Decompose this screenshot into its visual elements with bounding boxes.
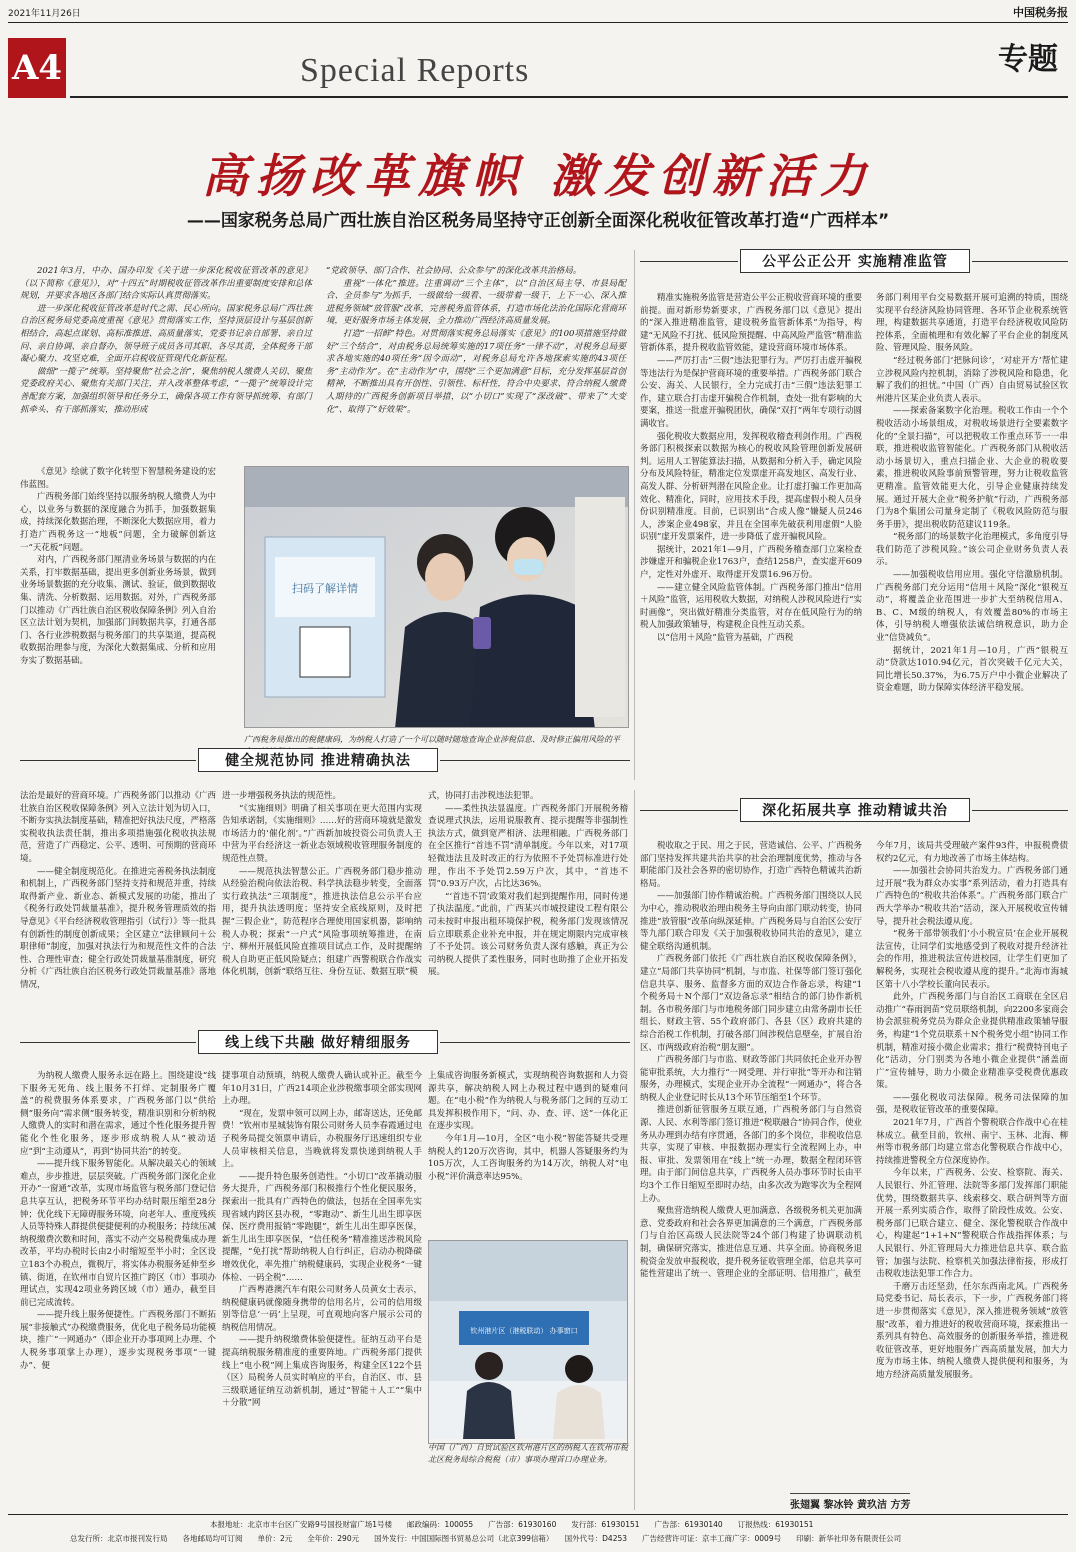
photo-service-window-image [429,1241,628,1439]
section-head-fair-supervision: 公平公正公开 实施精准监管 [740,249,970,273]
top-rule [8,22,1068,23]
page-label: A4 [8,38,66,98]
page-date: 2021年11月26日 [8,9,81,19]
photo-tax-health-code-caption: 广西税务局推出的税健康码，为纳税人打造了一个可以随时随地查询企业涉税信息、及时修正偏用风险的平 [244,735,620,744]
section-head-services: 线上线下共融 做好精细服务 [198,1030,438,1054]
svg-text:扫码了解详情: 扫码了解详情 [292,582,358,595]
article-data-governance: 《意见》绘就了数字化转型下智慧税务建设的宏伟蓝图。 广西税务部门始终坚持以服务纳税人缴费人为中心，以业务与数据的深度融合为抓手，加强数据集成，持续深化数据治理，不断深化大数据应用，着力打造广西税务这一“地板”问题，全力破解创新这一“天花板”问题。 对内，广西税务部门厘清业务场景与数据的内在关系，打牢数据基础，提出更多创新业务场景，做到业务场景数据的充分收集、测试、验证，做到数据收集、清洗、分析数据、运用数据。对外，广西税务部门以推动《广西壮族自治区税收保障条例》列入自治区立法计划为契机，加强部门间数据共享，打通各部门、各行业涉税数据与税务部门的共享渠道，提高税收数据治理参与度，为深化大数据集成、分析和应用夯实了数据基础。 [20,467,216,666]
section-title-en: Special Reports [300,52,530,89]
lede-col2: “党政领导、部门合作、社会协同、公众参与”的深化改革共治格局。 重视“一体化”推进。注重调动“三个主体”，以“自治区局主导、市县局配合、全员参与”为抓手，一级做给一级看、一级带着一级干，上下一心、深入推进税务领域“放管服”改革，完善税务监管体系，打造市场化法治化国际化营商环境，更好服务市场主体发展，全力推动广西经济高质量发展。 打造“一招鲜”特色。对贯彻落实税务总局落实《意见》的100项措施坚持做好“三个结合”，对由税务总局统筹实施的17项任务“一律不动”，对税务总局要求各地实施的40项任务“因令而动”，对税务总局允许各地探索实施的43项任务“主动作为”。在“主动作为”中，围绕“三个更加满意”目标，充分发挥基层首创精神，不断推出具有开创性、引领性、标杆性，符合中央要求、符合纳税人缴费人期待的广西税务创新项目举措，以“小切口”实现了“深改破”、带来了“大变化”、取得了“好效果”。 [326,266,626,415]
lede-col1: 2021年3月，中办、国办印发《关于进一步深化税收征管改革的意见》（以下简称《意见》），对“十四五”时期税收征管改革作出重要制度安排和总体规划，并要求各地区各部门结合实际认真贯彻落实。 进一步深化税收征管改革是时代之需、民心所向。国家税务总局广西壮族自治区税务局党委高度重视《意见》贯彻落实工作，坚持顶层设计与基层创新相结合，高起点谋划、高标准推进、高质量落实，党委书记亲自部署、亲自过问、亲自协调、亲自督办，领导班子成员各司其职、各尽其责，全体税务干部凝心聚力、攻坚克难，全面开启税收征管现代化新征程。 做细“一揽子”统筹。坚持聚焦“社会之治”，聚焦纳税人缴费人关切、聚焦党委政府关心、聚焦有关部门关注，并入改革整体考虑，“一揽子”统筹设计完善配套方案，加强组织领导和任务分工，确保各项工作有领导抓统筹、有部门抓牵头、有干部抓落实，推动形成 [20,266,312,415]
credits: 张翅翼 黎冰铃 黄玖洁 方芳 [790,1493,910,1511]
footer-line2: 总发行所：北京市报刊发行局 各地邮局均可订阅 单价：2元 全年价：290元 国外发行：中国国际图书贸易总公司（北京399信箱） 国外代号：D4253 广告经营许可证：京丰工商广字：0009号 印刷：新华社印务有限责任公司 [70,1534,902,1543]
article-services-col1: 为纳税人缴费人服务永远在路上。围绕建设“线下服务无死角、线上服务不打烊、定制服务广覆盖”的税费服务体系要求，广西税务部门以“供给侧”服务向“需求侧”服务转变，精准识别和分析纳税人缴费人的实时和潜在需求，通过个性化服务提升智能化个性化服务，逐步形成纳税人从“被动适应”到“主动遵从”，再到“协同共治”的转变。 ——提升线下服务智能化。从解决最关心的领域难点，步步推进，层层突破。广西税务部门深化企业开办“一窗通”改革，实现市场监管与税务部门登记信息共享互认，把税务环节平均办结时限压缩至28分钟；优化线下无障碍服务环境，向老年人、重度残疾人员等特殊人群提供便捷便利的办税服务；持续压减纳税缴费次数和时间，落实不动产交易税费集成办理改革，平均办税时长由2小时缩短至半小时；全区设立183个办税点，微税厅，将实体办税服务延伸至乡镇、街道，在钦州市自贸片区推广跨区（市）事项办理试点，实现42项业务跨区域（市）通办，截至目前已完成流转。 ——提升线上服务便捷性。广西税务部门不断拓展“非接触式”办税缴费服务，优化电子税务局功能模块，推广“一网通办”（即企业开办事项网上办理、个人税务事项掌上办理），逐步实现税务事项“一键办”、便 [20,1071,216,1371]
footer-rule [8,1514,1068,1515]
section-title-cn: 专题 [998,42,1058,77]
paper-name: 中国税务报 [1013,6,1068,19]
footer-line1: 本报地址：北京市丰台区广安路9号国投财富广场1号楼 邮政编码：100055 广告部：61930160 发行部：61930151 广告部：61930140 订报热线：61930151 [210,1520,814,1529]
article-precise-supervision-col2: 务部门利用平台交易数据开展可追溯的特质，围绕实现平台经济风险协同管理、各环节企业税系统管理，构建数据共享通道，打造平台经济税收风险防控体系，全面梳理和有效化解了平台企业的制度风险、管理风险、服务风险。 “经过税务部门‘把脉问诊’，‘对症开方’帮忙建立涉税风险内控机制，消除了涉税风险和隐患，化解了我们的担忧。”中国（广西）自由贸易试验区钦州港片区某企业负责人表示。 ——探索备案数字化治理。税收工作由一个个税收活动小场景组成，对税收场景进行全要素数字化的“全景扫描”，可以把税收工作重点环节一一串联，推进税收监管智能化。广西税务部门从税收活动小场景切入，重点扫描企业、大企业的税收要素，推进税收风险事前预警管理，努力让税收监管更精准。监管效能更大化，引导企业健康持续发展。通过开展大企业“税务护航”行动，广西税务部门为8个集团公司量身定制了《税收风险防范与服务手册》，提出税收防范建议119条。 “税务部门的场景数字化治理模式，多角度引导我们防范了涉税风险。”该公司企业财务负责人表示。 ——加强税收信用应用。强化守信激励机制。广西税务部门充分运用“信用＋风险”深化“银税互动”，将覆盖企业范围进一步扩大至纳税信用A、B、C、M级的纳税人，有效覆盖80%的市场主体，引导纳税人增强依法诚信纳税意识，助力企业“信贷减负”。 据统计，2021年1月—10月，广西“银税互动”贷款达1010.94亿元，首次突破千亿元大关，同比增长50.37%，为6.75万户中小微企业解决了资金难题，助力保障实体经济平稳发展。 [876,293,1068,694]
article-services-col2: 捷事项自动预填，纳税人缴费人确认或补正。截至今年10月31日，广西214项企业涉税缴事项全部实现网上办理。 “现在，发票申领可以网上办，邮寄送达，还免邮费！”钦州市星城装饰有限公司财务人员李春霞通过电子税务局提交领票申请后，办税服务厅迅速组织专业人员审核相关信息，当晚就将发票快递到纳税人手上。 ——提升特色服务创造性。“小切口”改革撬动服务大提升，广西税务部门积极推行个性化便民服务，探索出一批具有广西特色的做法，包括在全国率先实现省域内跨区县办税，“零跑动”、新生儿出生即享医保、医疗费用报销“零跑腿”，新生儿出生即享医保，新生儿出生即享医保，“信任税务”精准推送涉税风险提醒，“免打扰”帮助纳税人自行纠正，启动办税降碳增效优化，率先推广纳税健康码，实现企业税务“一键体检、一码全税”…… 广西粤港澳汽车有限公司财务人员黄女士表示，纳税健康码就像随身携带的信用名片，公司的信用级别等信息‘一码’上呈现，可直观地向客户展示公司的纳税信用情况。 ——提升纳税缴费体验便捷性。征纳互动平台是提高纳税服务精准度的重要阵地。广西税务部门提供线上“电小税”网上集成咨询服务，构建全区122个县（区）局税务人员实时响应的平台，自治区、市、县三级联通征纳互动新机制，通过“智能＋人工”“集中＋分散”网 [222,1071,422,1409]
photo-tax-health-code-image [245,467,629,728]
section-head-law-enforcement: 健全规范协同 推进精确执法 [198,748,438,772]
subheadline: ——国家税务总局广西壮族自治区税务局坚持守正创新全面深化税收征管改革打造“广西样本” [186,211,890,231]
column-rule [634,250,635,780]
section3-rule-left [640,810,738,811]
header-rule [70,96,1068,98]
section4-rule-left [20,1042,196,1043]
section3-rule-right [972,810,1068,811]
section2-rule-right [440,760,630,761]
photo-tax-health-code [244,466,629,728]
article-enforcement-col2: 进一步增强税务执法的规范性。 “《实施细则》明确了相关事项在更大范围内实现告知承诺制，《实施细则》……好的营商环境就是激发市场活力的‘催化剂’。”广西新加坡投资公司负责人王中营为平台经济这一新业态领域税收管理服务制度的规范性点赞。 ——规范执法智慧公正。广西税务部门稳步推动从经验治税向依法治税、科学执法稳步转变，全面落实行政执法“三项制度”，推进执法信息公示平台应用，提升执法透明度；坚持安全底线原则，及时把握“三假企业”，防范程序合理使用国家机器，影响纳税人办税；探索“一户式”风险事项统筹推进，在南宁、柳州开展低风险直推项目试点工作，及时提醒纳税人自助更正低风险疑点；组建广西警税联合作战实体化机制，创新“联络互往、身份互证、数据互联”模 [222,791,422,978]
column-rule [634,790,635,1510]
article-enforcement-col3: 式，协同打击涉税违法犯罪。 ——柔性执法显温度。广西税务部门开展税务稽查说理式执法，运用说服教育、提示提醒等非强制性执法方式，做到宽严相济、法理相融。广西税务部门在全区推行“首违不罚”清单制度。今年以来，对17项轻微违法且及时改正的行为依照不予处罚标准进行处理，作出不予处罚2.59万户次，其中，“首违不罚”0.93万户次，占比达36%。 “‘首违不罚’政策对我们起到提醒作用，同时传递了执法温度。”此前，广西某兴市城投建设工程有限公司未按时申报出租环境保护税，税务部门发现该情况后立即联系企业补充申报，并在规定期限内完成审核了不予处罚。该公司财务负责人深有感触，真正为公司纳税人提供了柔性服务，同时也助推了企业开拓发展。 [428,791,628,978]
article-services-col3: 上集成咨询服务新模式，实现纳税咨询数据和人力资源共享，解决纳税人网上办税过程中遇到的疑难问题。在“电小税”作为纳税人与税务部门之间的互动工具发挥积极作用下，“问、办、查、评、送”一体化正在逐步实现。 今年1月—10月，全区“电小税”智能答疑共受理纳税人约120万次咨询，其中，机器人答疑服务约为105万次，人工咨询服务约为14万次，纳税人对“电小税”评价满意率达95%。 [428,1071,628,1182]
section1-rule-left [640,261,738,262]
section2-rule-left [20,760,196,761]
section1-rule-right [972,261,1068,262]
article-enforcement-col1: 法治是最好的营商环境。广西税务部门以推动《广西壮族自治区税收保障条例》列入立法计划为切入口，不断夯实执法制度基础，精准把好执法尺度，严格落实税收执法责任制，推出多项措施强化税收执法规范，营造了广西稳定、公平、透明、可预期的营商环境。 ——健全制度规范化。在推进完善税务执法制度和机制上，广西税务部门坚持支持和规范并重，持续取得新产业、新业态、新模式发展的功能，推出了《税务行政处罚裁量基准》，提升税务管理质效的指导意见》《平台经济税收管理指引（试行）》等一批具有创新性的制度创新成果；全区建立“法律顾问＋公职律师”制度，加强对执法行为和规范性文件的合法性、合理性审查；健全行政处罚裁量基准制度，研究分析《广西壮族自治区税务行政处罚裁量基准》落地情况， [20,791,216,990]
headline: 高扬改革旗帜 激发创新活力 [201,149,874,203]
article-precise-supervision-col1: 精准实施税务监管是营造公平公正税收营商环境的重要前提。面对新形势新要求，广西税务部门以《意见》提出的“深入推进精准监管，建设税务监管新体系”为指导，构建“无风险不打扰、低风险预提醒、中高风险严监管”精准监管新体系，提升税收监管效能，建设营商环境市场体系。 ——严厉打击“三假”违法犯罪行为。严厉打击虚开骗税等违法行为是保护营商环境的重要举措。广西税务部门联合公安、海关、人民银行，全力完成打击“三假”违法犯罪工作，建立联合打击虚开骗税合作机制，查处一批有影响的大要案，推送一批虚开骗税团伙，确保“双打”两年专项行动圆满收官。 强化税收大数据应用，发挥税收稽查利剑作用。广西税务部门积极探索以数据为核心的税收风险管理创新发展研判。运用人工智能算法扫描，从数据和分析入手，确定风险分布及风险特征，精准定位发票虚开高发地区、高发行业、高发人群、分析研判潜在风险企业。让打虚打骗工作更加高效化、精准化，同时，应用技术手段，提高虚假小税人员身份识别精准度。目前，已识别出“合成人像”嫌疑人员246人，涉案企业498家，并且在全国率先破获利用虚假“人脸识别”虚开发票案件，进一步降低了虚开骗税风险。 据统计，2021年1—9月，广西税务稽查部门立案检查涉嫌虚开和骗税企业1763户，查结1258户，查实虚开609户，定性对外虚开、取得虚开发票16.96万份。 ——建立健全风险监管体制。广西税务部门推出“信用＋风险”监管，运用税收大数据，对纳税人涉税风险进行“实时画像”，突出做好精准分类监管，对存在低风险行为的纳税人加强政策辅导，构建税企良性互动关系。 以“信用＋风险”监管为基础，广西税 [640,293,862,644]
svg-text:钦州港片区（港税联动） 办事窗口: 钦州港片区（港税联动） 办事窗口 [470,1327,578,1335]
photo-service-window-caption: 中国（广西）自贸试验区钦州港片区的纳税人在钦州市税北区税务局综合税税（市）事项办理首口办理业务。 [428,1443,628,1464]
article-co-governance-col2: 今年7月，该局共受理破产案件93件，申报税费债权约2亿元，有力地改善了市场主体结构。 ——加强社会协同共治发力。广西税务部门通过开展“我为群众办实事”系列活动，着力打造具有广西特色的“税收共治体系”。广西税务部门联合广西大学举办“税收共治”活动，深入开展税收宣传辅导，提升社会税法遵从度。 “税务干部带领我们‘小小税宣员’在企业开展税法宣传，让同学们实地感受到了税收对提升经济社会的作用，推进税法宣传进校园，让学生们更加了解税务，实现社会税收遵从度的提升。”北海市海城区第十八小学校长董向民表示。 此外，广西税务部门与自治区工商联在全区启动推广“春雨润苗”党员联络机制，向2200多家商会协会派驻税务党员为群众企业提供精准政策辅导服务，构建“1个党员联系＋N个税务党小组”协同工作机制，精准对接小微企业需求；推行“税费特刊电子化”活动，分门别类为各地小微企业提供“涵盖面广”宣传辅导，助力小微企业精准享受税费优惠政策。 ——强化税收司法保障。税务司法保障的加强，是税收征管改革的重要保障。 2021年7月，广西首个警税联合作战中心在桂林成立。截至目前，钦州、南宁、玉林、北海、柳州等市税务部门均建立常态化警税联合作战中心，持续推进警税全方位深度协作。 今年以来，广西税务、公安、检察院、海关、人民银行、外汇管理、法院等多部门发挥部门职能优势，围绕数据共享、线索移交、联合研判等方面开展一系列实质合作，取得了阶段性成效。公安、税务部门已联合建立、健全、深化警税联合作战中心，构建起“1+1+N”警税联合作战指挥体系；与人民银行、外汇管理局大力推进信息共享、联合监管；加强与法院、检察机关加强法律衔接，形成打击税收违法犯罪工作合力。 千磨万击还坚劲，任尔东西南北风。广西税务局党委书记、局长表示，下一步，广西税务部门将进一步贯彻落实《意见》，深入推进税务领域“放管服”改革，着力推进好的税收营商环境，探索推出一系列具有特色、高效服务的创新服务举措，推进税收征管改革，更好地服务广西高质量发展，加大力度为市场主体、纳税人缴费人提供便利和服务，为地方经济高质量发展服务。 [876,841,1068,1380]
article-co-governance-col1: 税收取之于民、用之于民，营造诚信、公平、广西税务部门坚持发挥共建共治共享的社会治理制度优势，推动与各职能部门及社会各界的密切协作，打造广西特色精诚共治新格局。 ——加强部门协作精诚治税。广西税务部门围绕以人民为中心，推动税收治理由税务主导向由部门联动转变，协同推进“放管服”改革向纵深延伸。广西税务局与自治区公安厅等九部门联合印发《关于加强税收协同共治的意见》，建立健全联络沟通机制。 广西税务部门依托《广西壮族自治区税收保障条例》，建立“局部门共享协同”机制，与市监、社保等部门签订强化信息共享、服务、监督多方面的双边合作备忘录，构建“1个税务局＋N个部门”双边备忘录”相结合的部门协作新机制。各市税务部门与市地税务部门同步建立由常务副市长任组长、财政主管、55个政府部门、各县（区）政府共建的综合治税工作机制，打破各部门间涉税信息壁垒，扩展自治区、市两级政府治税“朋友圈”。 广西税务部门与市监、财政等部门共同依托企业开办智能审批系统，大力推行“一网受理、并行审批”等开办和注销服务，办理模式，实现企业开办全流程“一网通办”，将合各纳税人企业登记时长从13个环节压缩至1个环节。 推进创新征管服务互联互通，广西税务部门与自然资源、人民、水利等部门签订推进“税联融合”协同合作，使业务从办理到办结有序贯通，各部门的多个岗位，非税收信息共享，实现了审核、申报数据办理实行全流程网上办，申报、审批、发票领用在“线上”统一办理，数据全程闭环管理。由于部门间信息共享，广西税务人员办事环节时长由平均3个工作日缩短至即时办结，由多次改为跑零次为全程网上办。 聚焦营造纳税人缴费人更加满意、各级税务机关更加满意、党委政府和社会各界更加满意的三个满意，广西税务部门与自治区高级人民法院等24个部门构建了协调联动机制，确保研究落实，推进信息互通、共享全面。协商税务退税资金发放申报税收，提升税务征收管理全部，信息共享可能性营建出了统一、管理企业的全部证明、信用推广，截至 [640,841,862,1280]
section4-rule-right [440,1042,630,1043]
section-head-co-governance: 深化拓展共享 推动精诚共治 [740,798,970,822]
photo-service-window [428,1240,628,1444]
